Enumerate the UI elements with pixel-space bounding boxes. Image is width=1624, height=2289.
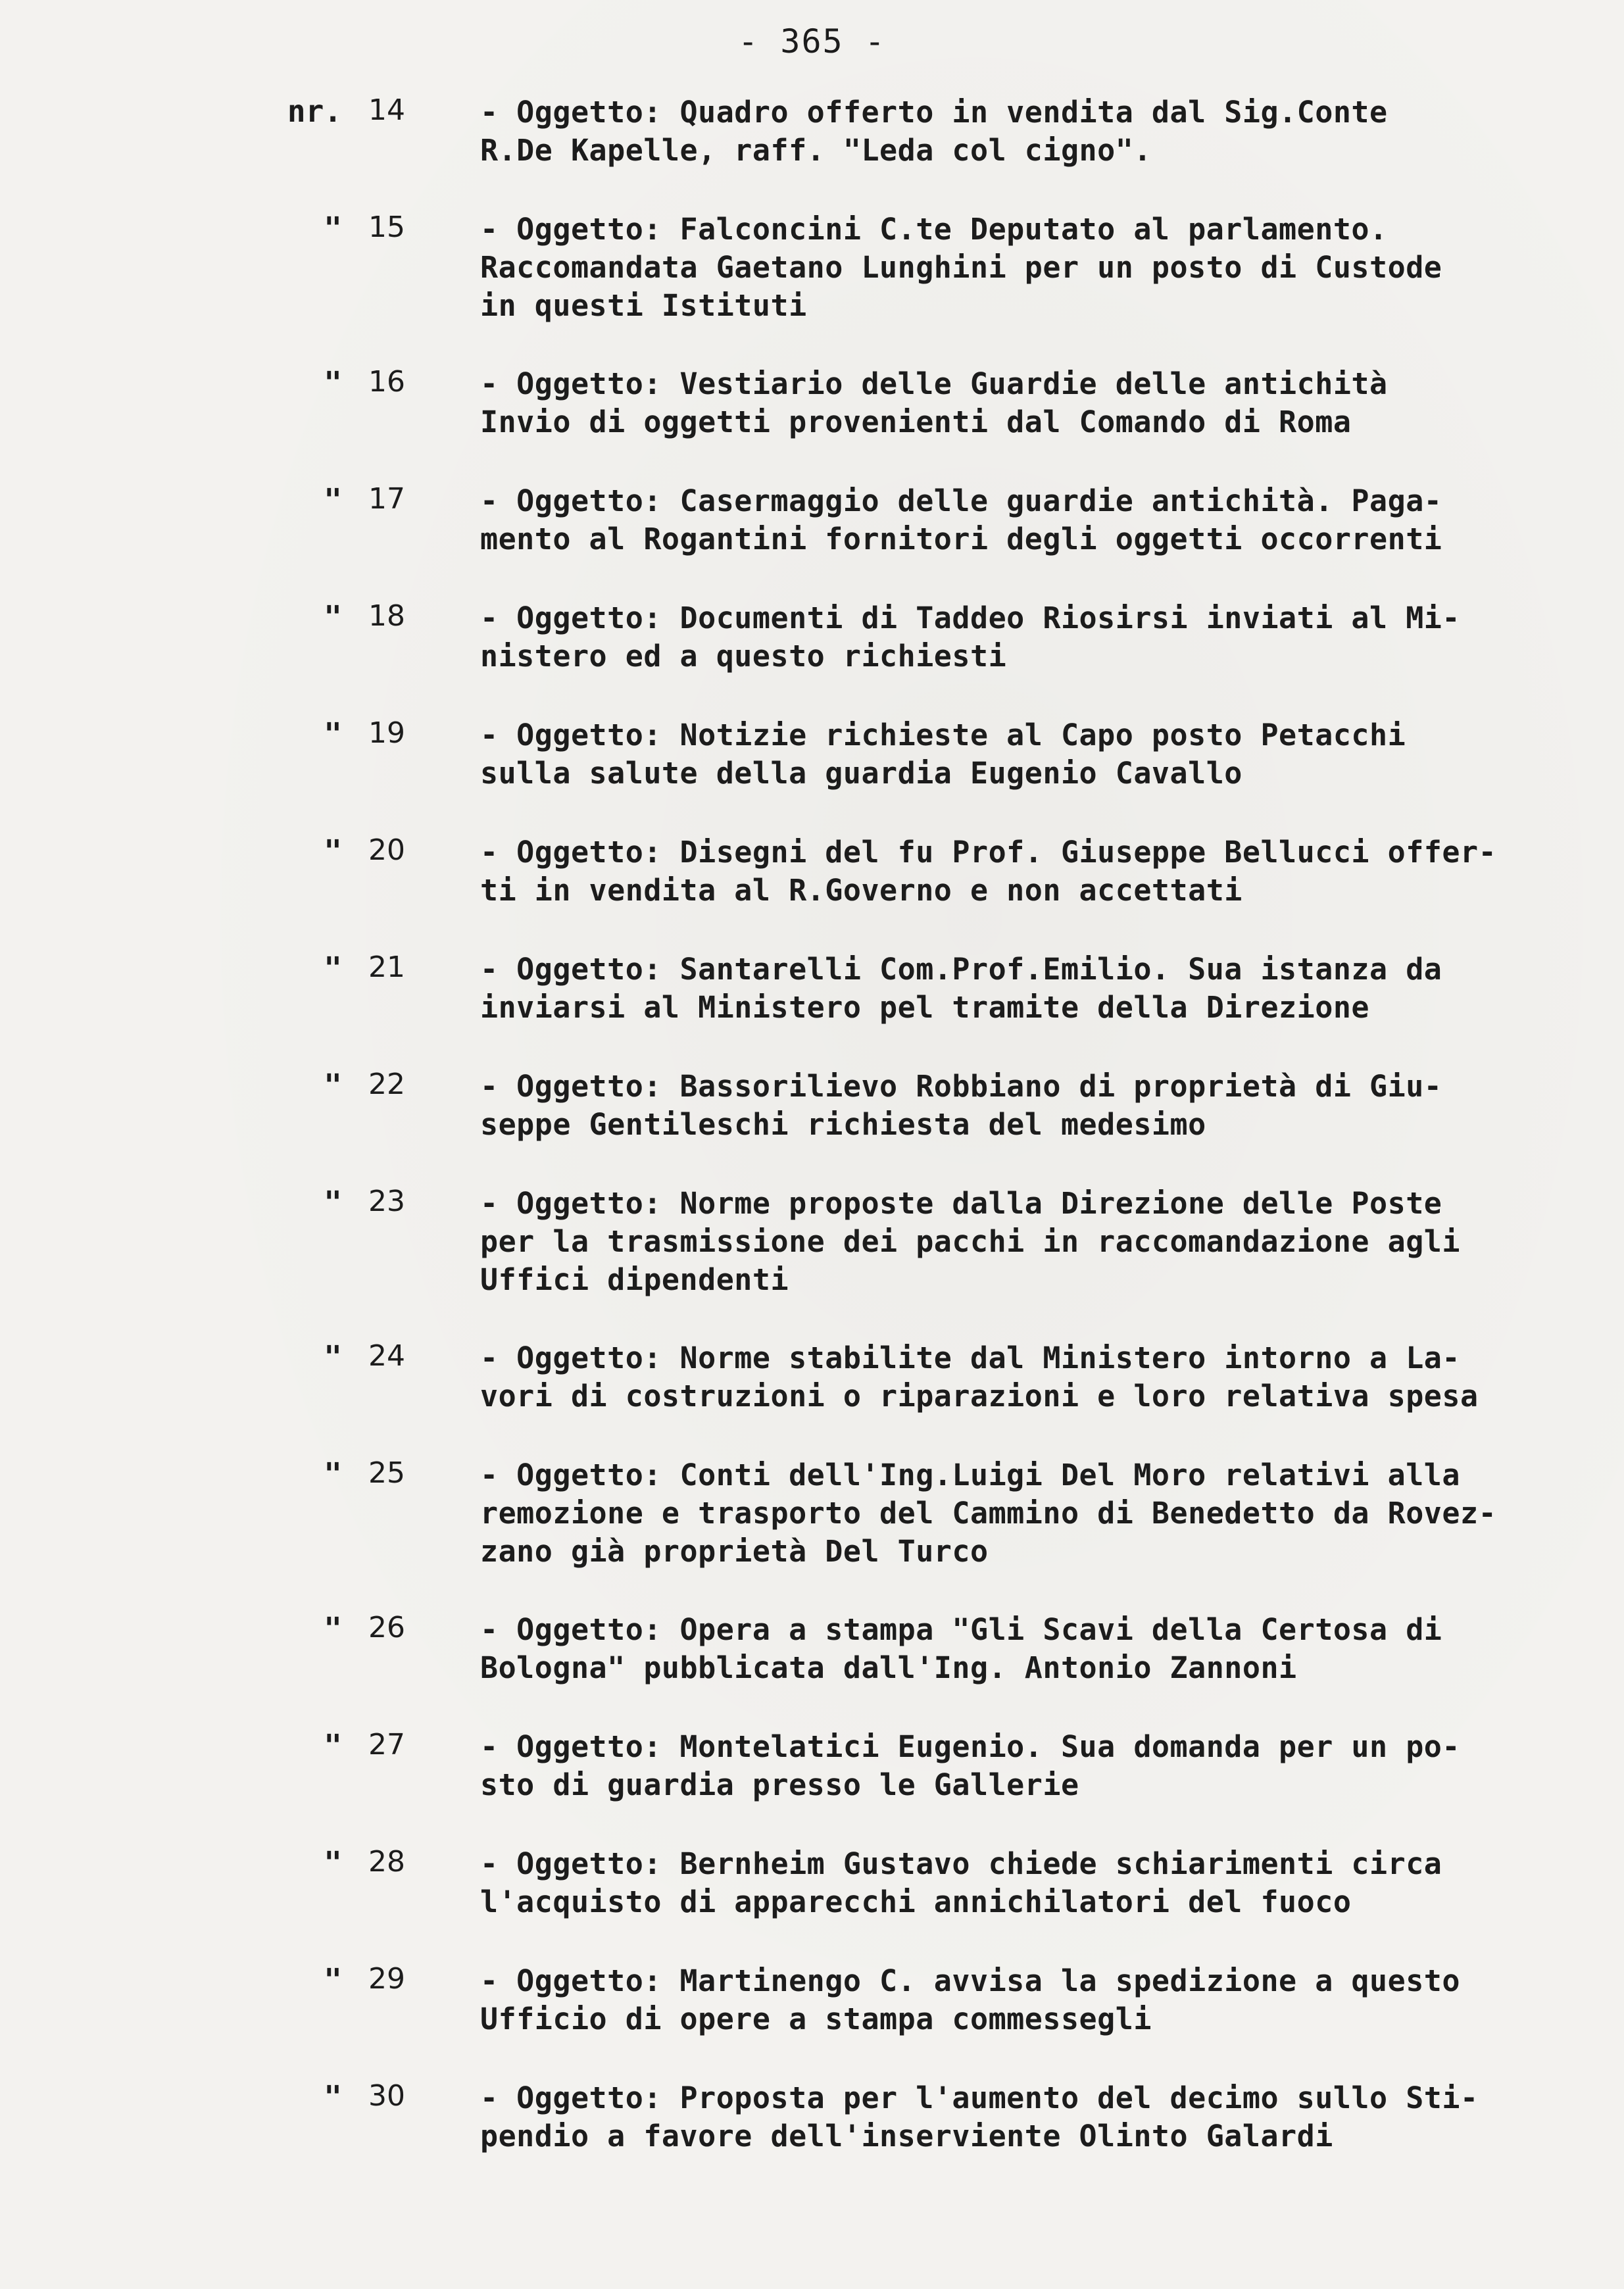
entry-subject-line: Raccomandata Gaetano Lunghini per un posto di Custode [480,250,1442,285]
entry-subject [480,1728,1598,1804]
entry-prefix: " [324,1185,342,1220]
entry-number: 17 [368,482,405,516]
entry-row [0,210,1624,365]
entry-subject-line: Ufficio di opere a stampa commessegli [480,2002,1152,2036]
entry-number: 14 [368,93,405,127]
page-number: - 365 - [738,22,886,61]
entry-subject [480,93,1598,170]
entry-subject [480,716,1598,793]
entry-number: 20 [368,833,405,867]
entry-row [0,1068,1624,1185]
entry-row [0,716,1624,833]
entry-subject [480,2079,1598,2155]
entry-row [0,1962,1624,2079]
entry-subject [480,210,1598,325]
entry-number: 22 [368,1068,405,1101]
entry-subject [480,1611,1598,1687]
entry-subject-line: - Oggetto: Notizie richieste al Capo posto Petacchi [480,718,1406,752]
entry-subject-line: seppe Gentileschi richiesta del medesimo [480,1107,1206,1142]
entry-row [0,1185,1624,1339]
entry-subject-line: pendio a favore dell'inserviente Olinto Galardi [480,2119,1333,2154]
entry-subject-line: Uffici dipendenti [480,1262,789,1297]
entry-subject-line: sulla salute della guardia Eugenio Cavallo [480,756,1243,791]
entry-subject-line: Invio di oggetti provenienti dal Comando di Roma [480,405,1352,439]
entry-subject-line: l'acquisto di apparecchi annichilatori del fuoco [480,1884,1352,1919]
entry-subject-line: - Oggetto: Conti dell'Ing.Luigi Del Moro relativi alla [480,1458,1460,1492]
entry-prefix: nr. [287,93,342,129]
entry-subject [480,1185,1598,1299]
entry-subject-line: - Oggetto: Opera a stampa "Gli Scavi della Certosa di [480,1612,1442,1647]
entry-subject-line: - Oggetto: Bassorilievo Robbiano di proprietà di Giu- [480,1069,1442,1104]
entry-prefix: " [324,1611,342,1646]
entry-prefix: " [324,2079,342,2115]
entry-number: 19 [368,716,405,750]
entry-prefix: " [324,1339,342,1375]
entry-subject-line: - Oggetto: Norme proposte dalla Direzione delle Poste [480,1186,1442,1221]
entry-subject [480,599,1598,676]
entry-subject [480,1339,1598,1415]
entry-subject-line: - Oggetto: Disegni del fu Prof. Giuseppe Bellucci offer- [480,835,1497,870]
entry-row [0,2079,1624,2196]
entry-subject-line: - Oggetto: Quadro offerto in vendita dal Sig.Conte [480,95,1388,130]
entry-prefix: " [324,833,342,869]
entry-number: 28 [368,1845,405,1879]
entry-subject-line: - Oggetto: Santarelli Com.Prof.Emilio. Sua istanza da [480,952,1442,987]
entry-row [0,1611,1624,1728]
entry-number: 29 [368,1962,405,1996]
entry-row [0,1339,1624,1456]
entry-subject-line: per la trasmissione dei pacchi in raccomandazione agli [480,1224,1460,1259]
entry-number: 16 [368,365,405,399]
entry-number: 30 [368,2079,405,2113]
entry-prefix: " [324,1728,342,1763]
entry-subject [480,833,1598,910]
entry-number: 25 [368,1456,405,1490]
entry-subject-line: - Oggetto: Falconcini C.te Deputato al parlamento. [480,212,1388,247]
entry-prefix: " [324,365,342,401]
entry-subject-line: Bologna" pubblicata dall'Ing. Antonio Zannoni [480,1650,1297,1685]
entry-row [0,93,1624,210]
entry-row [0,950,1624,1068]
entry-number: 15 [368,210,405,244]
entry-subject-line: nistero ed a questo richiesti [480,639,1007,674]
entry-subject-line: - Oggetto: Montelatici Eugenio. Sua domanda per un po- [480,1729,1460,1764]
entry-subject [480,950,1598,1027]
entry-list [0,93,1624,2196]
entry-subject [480,1962,1598,2038]
entry-prefix: " [324,210,342,246]
entry-row [0,1845,1624,1962]
entry-subject [480,365,1598,441]
entry-number: 26 [368,1611,405,1644]
entry-number: 18 [368,599,405,633]
entry-subject [480,1845,1598,1921]
entry-subject-line: R.De Kapelle, raff. "Leda col cigno". [480,133,1152,168]
entry-subject-line: remozione e trasporto del Cammino di Benedetto da Rovez- [480,1496,1497,1531]
entry-subject-line: in questi Istituti [480,288,807,323]
entry-prefix: " [324,1456,342,1492]
entry-subject [480,1068,1598,1144]
entry-prefix: " [324,599,342,635]
entry-subject-line: inviarsi al Ministero pel tramite della Direzione [480,990,1370,1025]
entry-subject-line: - Oggetto: Documenti di Taddeo Riosirsi inviati al Mi- [480,601,1460,635]
entry-subject-line: - Oggetto: Norme stabilite dal Ministero intorno a La- [480,1341,1460,1375]
entry-prefix: " [324,1068,342,1103]
entry-row [0,1728,1624,1845]
entry-subject-line: mento al Rogantini fornitori degli oggetti occorrenti [480,522,1442,556]
entry-subject [480,482,1598,558]
entry-number: 27 [368,1728,405,1761]
entry-subject-line: sto di guardia presso le Gallerie [480,1767,1079,1802]
entry-prefix: " [324,482,342,518]
entry-subject-line: zano già proprietà Del Turco [480,1534,989,1569]
entry-row [0,1456,1624,1611]
entry-number: 21 [368,950,405,984]
entry-subject [480,1456,1598,1571]
entry-prefix: " [324,950,342,986]
entry-prefix: " [324,1845,342,1881]
entry-row [0,365,1624,482]
entry-subject-line: ti in vendita al R.Governo e non accettati [480,873,1243,908]
entry-number: 24 [368,1339,405,1373]
entry-subject-line: - Oggetto: Martinengo C. avvisa la spedizione a questo [480,1963,1460,1998]
entry-number: 23 [368,1185,405,1218]
entry-subject-line: - Oggetto: Bernheim Gustavo chiede schiarimenti circa [480,1846,1442,1881]
entry-prefix: " [324,1962,342,1998]
entry-row [0,482,1624,599]
entry-subject-line: - Oggetto: Casermaggio delle guardie antichità. Paga- [480,483,1442,518]
entry-row [0,599,1624,716]
entry-row [0,833,1624,950]
entry-prefix: " [324,716,342,752]
entry-subject-line: vori di costruzioni o riparazioni e loro relativa spesa [480,1379,1479,1414]
entry-subject-line: - Oggetto: Proposta per l'aumento del decimo sullo Sti- [480,2080,1479,2115]
entry-subject-line: - Oggetto: Vestiario delle Guardie delle antichità [480,366,1388,401]
